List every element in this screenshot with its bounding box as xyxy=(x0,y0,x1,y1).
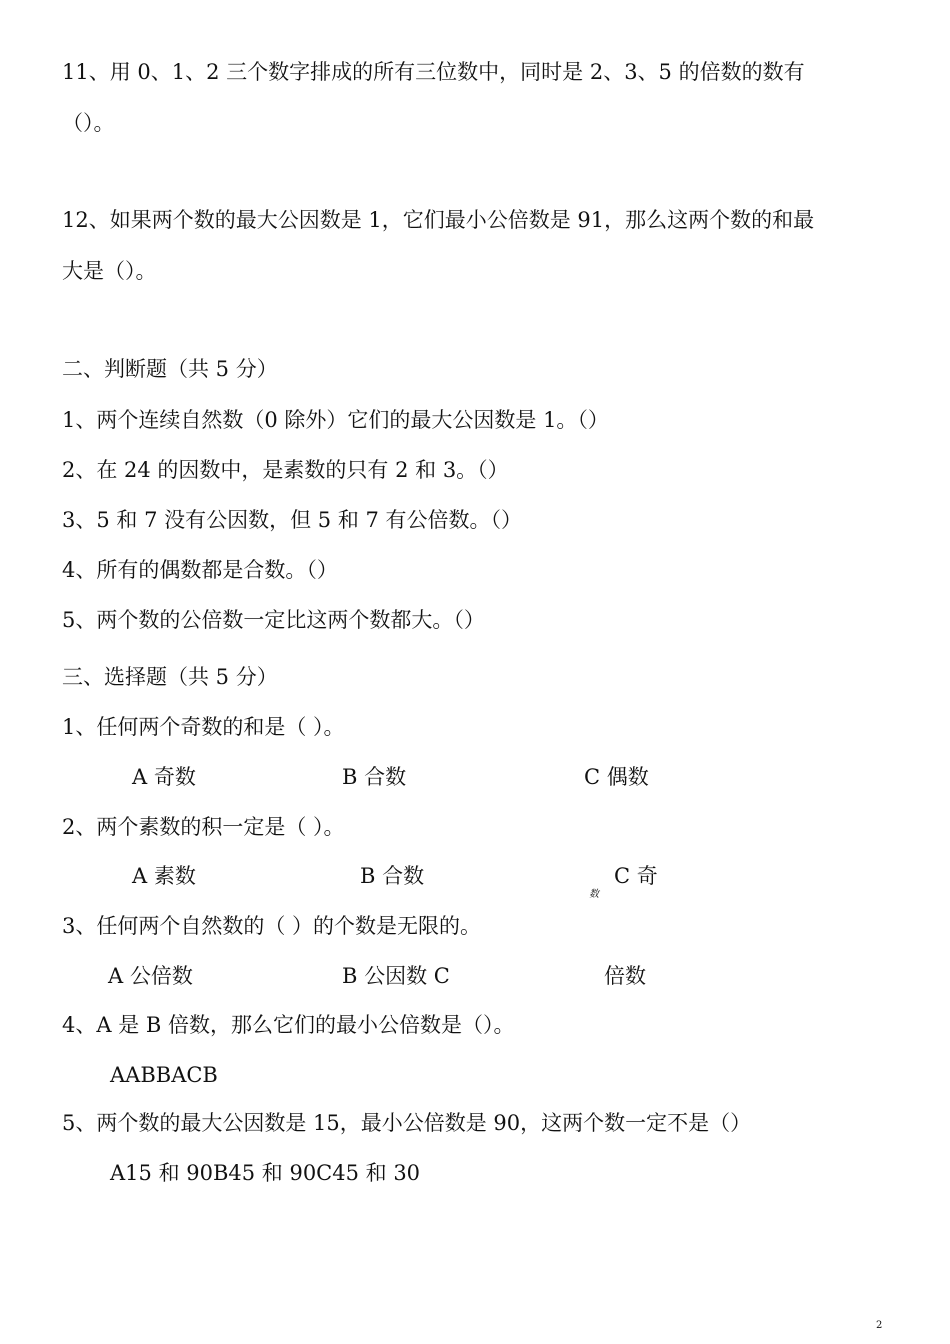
choice-q5-options: A15 和 90B45 和 90C45 和 30 xyxy=(110,1161,421,1185)
choice-q3-option-a: A 公倍数 xyxy=(108,964,193,988)
choice-q2-option-c: C 奇 xyxy=(614,864,658,888)
choice-q2-option-b: B 合数 xyxy=(360,864,425,888)
question-12-line-1: 12、如果两个数的最大公因数是 1，它们最小公倍数是 91，那么这两个数的和最 xyxy=(62,208,815,232)
question-12-line-2: 大是（）。 xyxy=(62,259,157,283)
choice-q1-option-b: B 合数 xyxy=(342,765,407,789)
judgment-item-1: 1、两个连续自然数（0 除外）它们的最大公因数是 1。（） xyxy=(62,408,609,432)
choice-q1-option-a: A 奇数 xyxy=(132,765,196,789)
choice-q2-option-a: A 素数 xyxy=(132,864,196,888)
choice-q4-options: AABBACB xyxy=(110,1063,218,1087)
choice-q4-stem: 4、A 是 B 倍数，那么它们的最小公倍数是（）。 xyxy=(62,1013,515,1037)
choice-q5-stem: 5、两个数的最大公因数是 15，最小公倍数是 90，这两个数一定不是（） xyxy=(62,1111,752,1135)
choice-q1-stem: 1、任何两个奇数的和是（ ）。 xyxy=(62,715,345,739)
choice-q3-option-c: 倍数 xyxy=(604,964,646,988)
choice-q3-option-b: B 公因数 C xyxy=(342,964,450,988)
choice-q3-stem: 3、任何两个自然数的（ ）的个数是无限的。 xyxy=(62,914,482,938)
judgment-heading: 二、判断题（共 5 分） xyxy=(62,357,278,381)
judgment-item-3: 3、5 和 7 没有公因数，但 5 和 7 有公倍数。（） xyxy=(62,508,523,532)
choice-q1-option-c: C 偶数 xyxy=(584,765,649,789)
question-11-line-1: 11、用 0、1、2 三个数字排成的所有三位数中，同时是 2、3、5 的倍数的数有 xyxy=(62,60,805,84)
judgment-item-4: 4、所有的偶数都是合数。（） xyxy=(62,558,338,582)
choice-q2-option-c-tail: 数 xyxy=(589,889,599,900)
choice-heading: 三、选择题（共 5 分） xyxy=(62,665,278,689)
choice-q2-stem: 2、两个素数的积一定是（ ）。 xyxy=(62,815,345,839)
judgment-item-5: 5、两个数的公倍数一定比这两个数都大。（） xyxy=(62,608,485,632)
judgment-item-2: 2、在 24 的因数中，是素数的只有 2 和 3。（） xyxy=(62,458,509,482)
page-number: 2 xyxy=(876,1320,883,1331)
question-11-line-2: （）。 xyxy=(62,111,115,135)
